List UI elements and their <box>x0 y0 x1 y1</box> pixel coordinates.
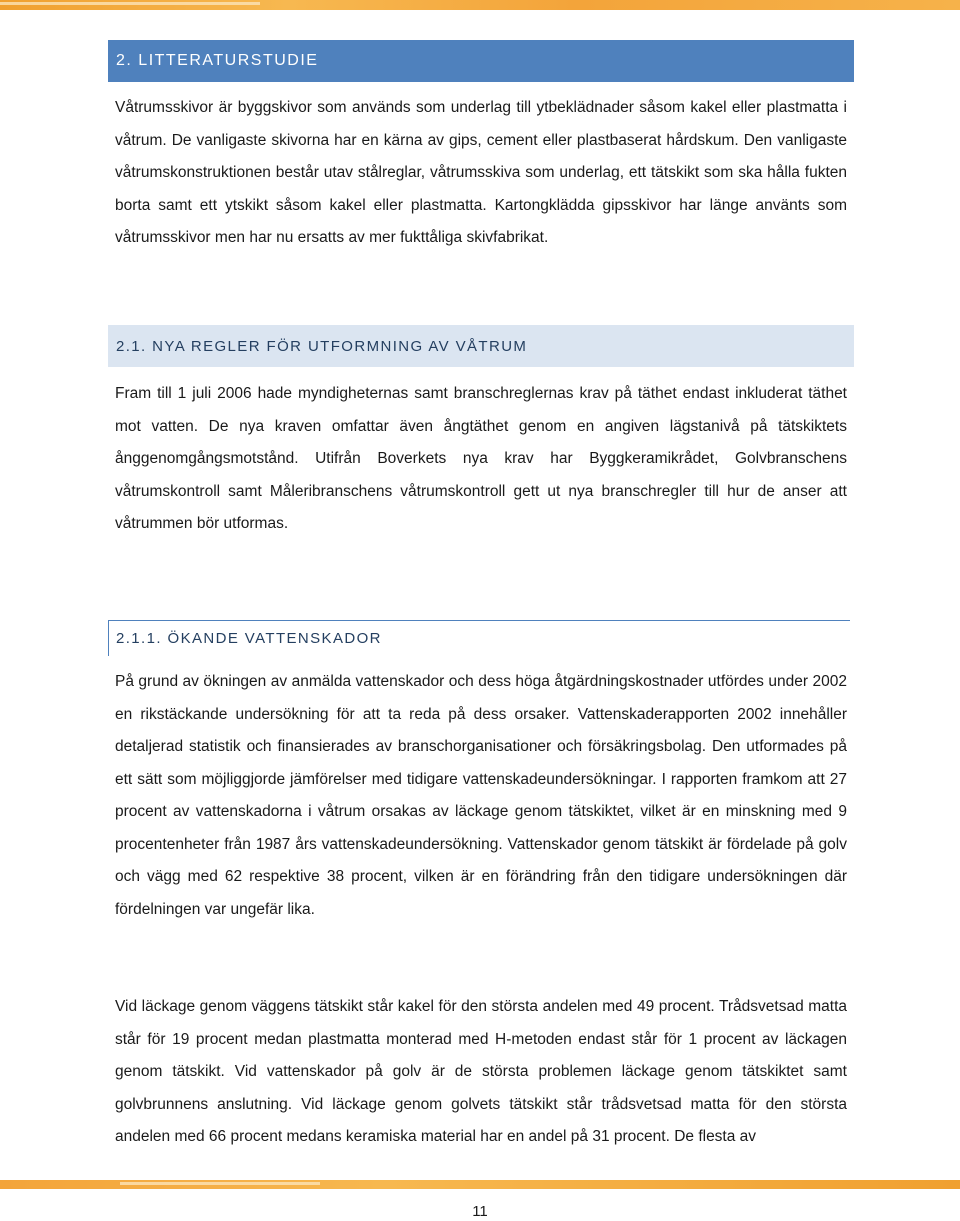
section-heading-band <box>108 325 854 367</box>
subsection-paragraph-1: På grund av ökningen av anmälda vattenskador och dess höga åtgärdningskostnader utfördes under 2002 en rikstäckande undersökning för att ta reda på dess orsaker. Vattenskaderapporten 2002 innehåller detaljerad statistik och finansierades av branschorganisationer och försäkringsbolag. Den utformades på ett sätt som möjliggjorde jämförelser med tidigare vattenskadeundersökningar. I rapporten framkom att 27 procent av vattenskadorna i våtrum orsakas av läckage genom tätskiktet, vilket är en minskning med 9 procentenheter från 1987 års vattenskadeundersökning. Vattenskador genom tätskikt är fördelade på golv och vägg med 62 respektive 38 procent, vilken är en förändring från den tidigare undersökningen där fördelningen var ungefär lika. <box>115 673 847 918</box>
chapter-heading: 2. LITTERATURSTUDIE <box>116 52 319 69</box>
section-heading: 2.1. NYA REGLER FÖR UTFORMNING AV VÅTRUM <box>116 337 528 355</box>
subsection-heading-frame <box>108 620 850 656</box>
top-decorative-stripe <box>0 0 960 10</box>
intro-paragraph: Våtrumsskivor är byggskivor som används som underlag till ytbeklädnader såsom kakel eller plastmatta i våtrum. De vanligaste skivorna har en kärna av gips, cement eller plastbaserat hårdskum. Den vanligaste våtrumskonstruktionen består utav stålreglar, våtrumsskiva som underlag, ett tätskikt som ska hålla fukten borta samt ett ytskikt såsom kakel eller plastmatta. Kartongklädda gipsskivor har länge använts som våtrumsskivor men har nu ersatts av mer fukttåliga skivfabrikat. <box>115 99 847 246</box>
page-number: 11 <box>472 1203 488 1220</box>
section-2-1-paragraph: Fram till 1 juli 2006 hade myndigheternas samt branschreglernas krav på täthet endast inkluderat täthet mot vatten. De nya kraven omfattar även ångtäthet genom en angiven lägstanivå på tätskiktets ånggenomgångsmotstånd. Utifrån Boverkets nya krav har Byggkeramikrådet, Golvbranschens våtrumskontroll samt Måleribranschens våtrumskontroll gett ut nya branschregler till hur de anser att våtrummen bör utformas. <box>115 385 847 532</box>
bottom-decorative-stripe <box>0 1180 960 1189</box>
subsection-paragraph-2: Vid läckage genom väggens tätskikt står kakel för den största andelen med 49 procent. Trådsvetsad matta står för 19 procent medan plastmatta monterad med H-metoden endast står för 1 procent av läckagen genom tätskikt. Vid vattenskador på golv är de största problemen läckage genom tätskiktet samt golvbrunnens anslutning. Vid läckage genom golvets tätskikt står trådsvetsad matta för den största andelen med 66 procent medans keramiska material har en andel på 31 procent. De flesta av <box>115 998 847 1145</box>
subsection-heading: 2.1.1. ÖKANDE VATTENSKADOR <box>116 630 382 647</box>
chapter-heading-band <box>108 40 854 82</box>
